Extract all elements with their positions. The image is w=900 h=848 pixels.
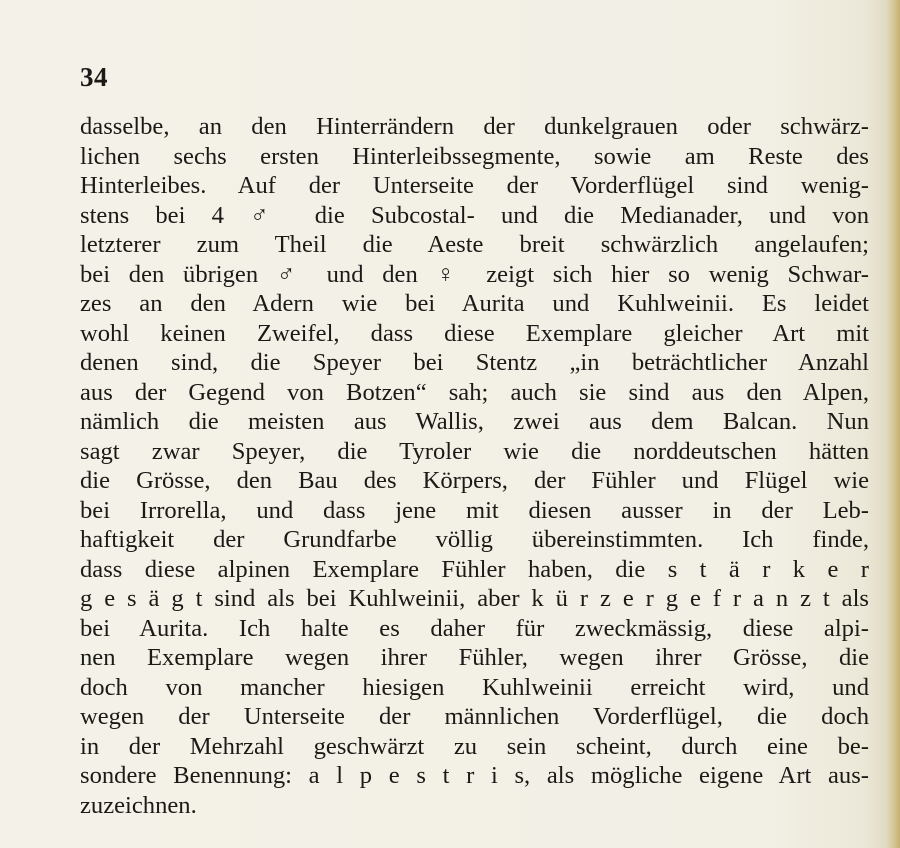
text-line: nen Exemplare wegen ihrer Fühler, wegen ihrer Grösse, die [80,644,869,671]
text-line: zes an den Adern wie bei Aurita und Kuhlweinii. Es leidet [80,290,869,317]
page-number: 34 [80,62,108,92]
text-line: wohl keinen Zweifel, dass diese Exemplare gleicher Art mit [80,319,869,347]
text-line: g e s ä g t sind als bei Kuhlweinii, aber k ü r z e r g e f r a n z t als [80,585,869,612]
text-line: dasselbe, an den Hinterrändern der dunkelgrauen oder schwärz- [80,113,869,140]
text-line: letzterer zum Theil die Aeste breit schwärzlich angelaufen; [80,231,869,258]
text-line: Hinterleibes. Auf der Unterseite der Vorderflügel sind wenig- [80,172,869,199]
text-line: zuzeichnen. [80,791,197,819]
text-line: in der Mehrzahl geschwärzt zu sein scheint, durch eine be- [80,732,869,760]
text-line: wegen der Unterseite der männlichen Vorderflügel, die doch [80,703,869,730]
text-line: haftigkeit der Grundfarbe völlig übereinstimmten. Ich finde, [80,526,869,553]
text-line: stens bei 4 ♂ die Subcostal- und die Medianader, und von [80,201,869,229]
text-line: denen sind, die Speyer bei Stentz „in beträchtlicher Anzahl [80,349,869,376]
text-line: dass diese alpinen Exemplare Fühler haben, die s t ä r k e r [80,555,869,583]
text-line: lichen sechs ersten Hinterleibssegmente, sowie am Reste des [80,142,869,170]
page-edge [886,0,900,848]
text-line: bei Irrorella, und dass jene mit diesen ausser in der Leb- [80,496,869,524]
text-line: sondere Benennung: a l p e s t r i s, als mögliche eigene Art aus- [80,762,869,789]
text-line: sagt zwar Speyer, die Tyroler wie die norddeutschen hätten [80,437,869,465]
text-line: doch von mancher hiesigen Kuhlweinii erreicht wird, und [80,673,869,701]
text-line: bei den übrigen ♂ und den ♀ zeigt sich hier so wenig Schwar- [80,260,869,288]
body-text [80,112,869,820]
text-line: bei Aurita. Ich halte es daher für zweckmässig, diese alpi- [80,614,869,642]
text-line: nämlich die meisten aus Wallis, zwei aus dem Balcan. Nun [80,408,869,435]
text-line: aus der Gegend von Botzen“ sah; auch sie sind aus den Alpen, [80,378,869,406]
text-line: die Grösse, den Bau des Körpers, der Fühler und Flügel wie [80,467,869,494]
